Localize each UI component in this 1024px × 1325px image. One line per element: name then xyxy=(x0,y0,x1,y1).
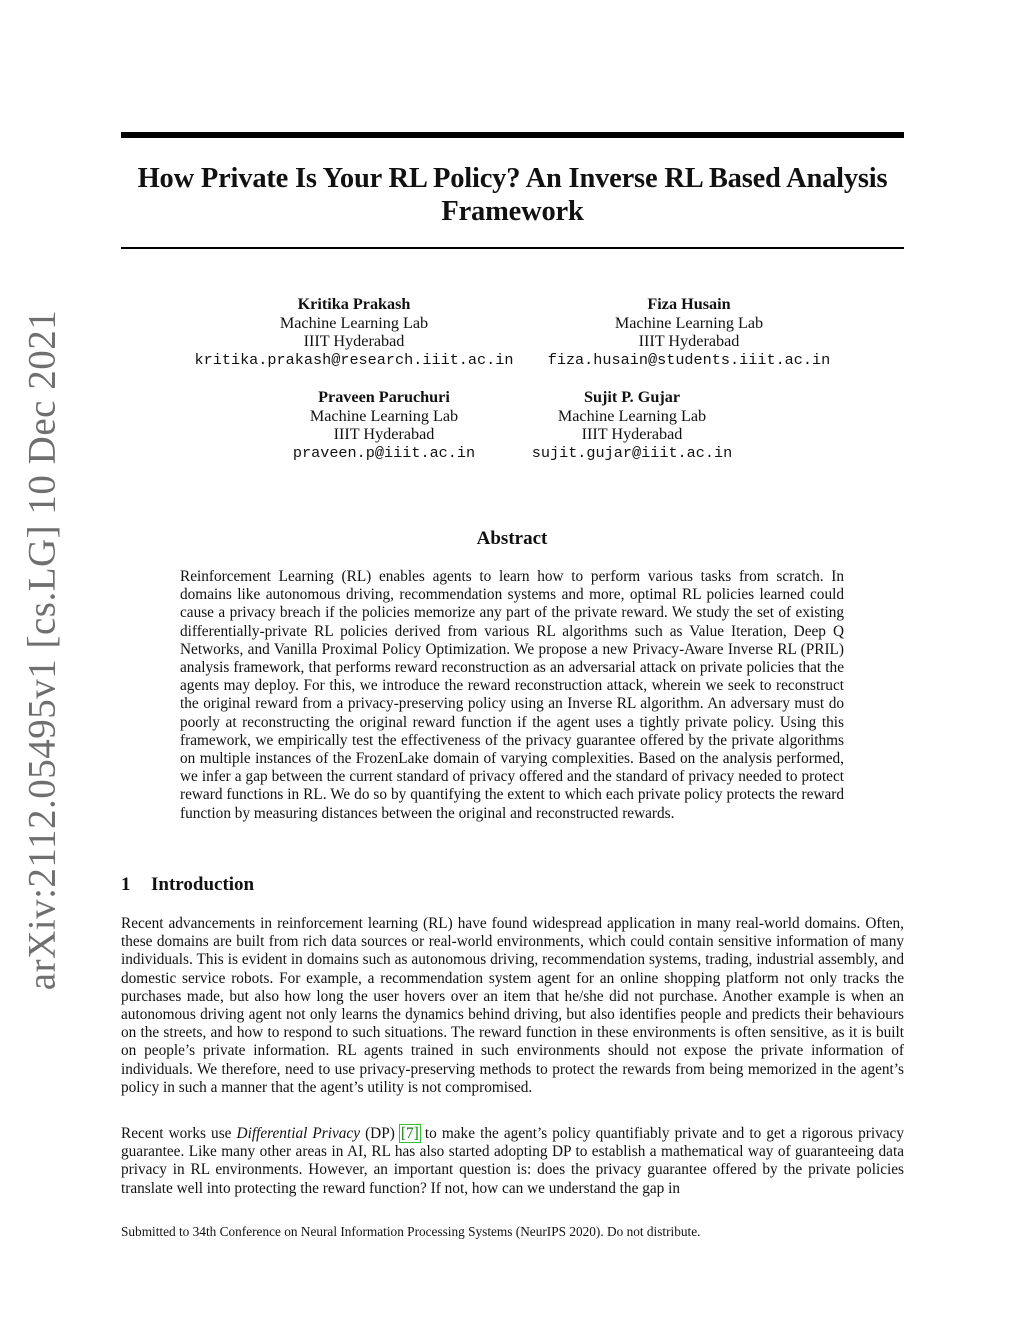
author-name: Kritika Prakash xyxy=(297,295,411,313)
arxiv-stamp: arXiv:2112.05495v1 [cs.LG] 10 Dec 2021 xyxy=(20,309,64,991)
intro-paragraph-2 xyxy=(121,1125,904,1198)
intro-paragraph-1: Recent advancements in reinforcement learning (RL) have found widespread application in many real-world domains. Often, these domains are built from rich data sources or real-world environments, which could contain sensitive information of many individuals. This is evident in domains such as autonomous driving, recommendation systems, trading, industrial assembly, and domestic service robots. For example, a recommendation system agent for an online shopping platform not only tracks the purchases made, but also how long the user hovers over an item that he/she did not purchase. Another example is when an autonomous driving agent not only learns the dynamics behind driving, but also identifies people and predicts their behaviours on the streets, and how to respond to such situations. The reward function in these environments is often sensitive, as it is built on people’s private information. RL agents trained in such environments should not expose the private information of individuals. We therefore, need to use privacy-preserving methods to protect the rewards from being memorized in the agent’s policy in such a manner that the agent’s utility is not compromised. xyxy=(121,915,904,1096)
author-block xyxy=(512,388,752,462)
author-institution: IIIT Hyderabad xyxy=(638,332,740,350)
author-block xyxy=(254,388,514,462)
section-heading xyxy=(121,874,254,896)
paragraph-text: (DP) xyxy=(360,1125,400,1142)
conference-footnote: Submitted to 34th Conference on Neural Information Processing Systems (NeurIPS 2020). Do not distribute. xyxy=(121,1224,701,1239)
title-bottom-rule xyxy=(121,247,904,249)
abstract-heading: Abstract xyxy=(476,528,548,549)
abstract-text: Reinforcement Learning (RL) enables agents to learn how to perform various tasks from scratch. In domains like autonomous driving, recommendation systems and more, optimal RL policies learned could cause a privacy breach if the policies memorize any part of the private reward. We study the set of existing differentially-private RL policies derived from various RL algorithms such as Value Iteration, Deep Q Networks, and Vanilla Proximal Policy Optimization. We propose a new Privacy-Aware Inverse RL (PRIL) analysis framework, that performs reward reconstruction as an adversarial attack on private policies that the agents may deploy. For this, we introduce the reward reconstruction attack, wherein we seek to reconstruct the original reward from a privacy-preserving policy using an Inverse RL algorithm. An adversary must do poorly at reconstructing the original reward function if the agent uses a tightly private policy. Using this framework, we empirically test the effectiveness of the privacy guarantee offered by the private algorithms on multiple instances of the FrozenLake domain of varying complexities. Based on the analysis performed, we infer a gap between the current standard of privacy offered and the standard of privacy needed to protect reward functions in RL. We do so by quantifying the extent to which each private policy protects the reward function by measuring distances between the original and reconstructed rewards. xyxy=(180,568,844,822)
author-affiliation: Machine Learning Lab xyxy=(557,406,707,425)
citation-link[interactable]: [7] xyxy=(400,1125,419,1142)
author-email[interactable]: fiza.husain@students.iiit.ac.in xyxy=(547,350,831,369)
author-affiliation: Machine Learning Lab xyxy=(279,313,429,332)
author-email[interactable]: praveen.p@iiit.ac.in xyxy=(292,443,476,462)
author-institution: IIIT Hyderabad xyxy=(581,425,683,443)
section-title: Introduction xyxy=(151,874,255,895)
author-email[interactable]: kritika.prakash@research.iiit.ac.in xyxy=(194,350,514,369)
author-name: Fiza Husain xyxy=(647,295,731,313)
paragraph-text: to make the agent’s policy quantifiably private and to get a rigorous privacy guarantee. Like many other areas in AI, RL has also started adopting DP to establish a mathematical way of guaranteeing data privacy in RL environments. However, an important question is: does the privacy guarantee offered by the private policies translate well into protecting the reward function? If not, how can we understand the gap in xyxy=(121,1125,904,1197)
author-name: Sujit P. Gujar xyxy=(583,388,681,406)
author-block xyxy=(530,295,848,369)
emphasized-term: Differential Privacy xyxy=(236,1125,360,1142)
author-institution: IIIT Hyderabad xyxy=(303,332,405,350)
paragraph-text: Recent works use xyxy=(121,1125,237,1142)
title-top-rule xyxy=(121,132,904,138)
author-block xyxy=(180,295,528,369)
paper-title: How Private Is Your RL Policy? An Inverse RL Based Analysis Framework xyxy=(137,163,888,227)
section-number: 1 xyxy=(121,874,131,895)
author-affiliation: Machine Learning Lab xyxy=(309,406,459,425)
author-affiliation: Machine Learning Lab xyxy=(614,313,764,332)
author-email[interactable]: sujit.gujar@iiit.ac.in xyxy=(531,443,733,462)
author-name: Praveen Paruchuri xyxy=(318,388,450,406)
author-institution: IIIT Hyderabad xyxy=(333,425,435,443)
